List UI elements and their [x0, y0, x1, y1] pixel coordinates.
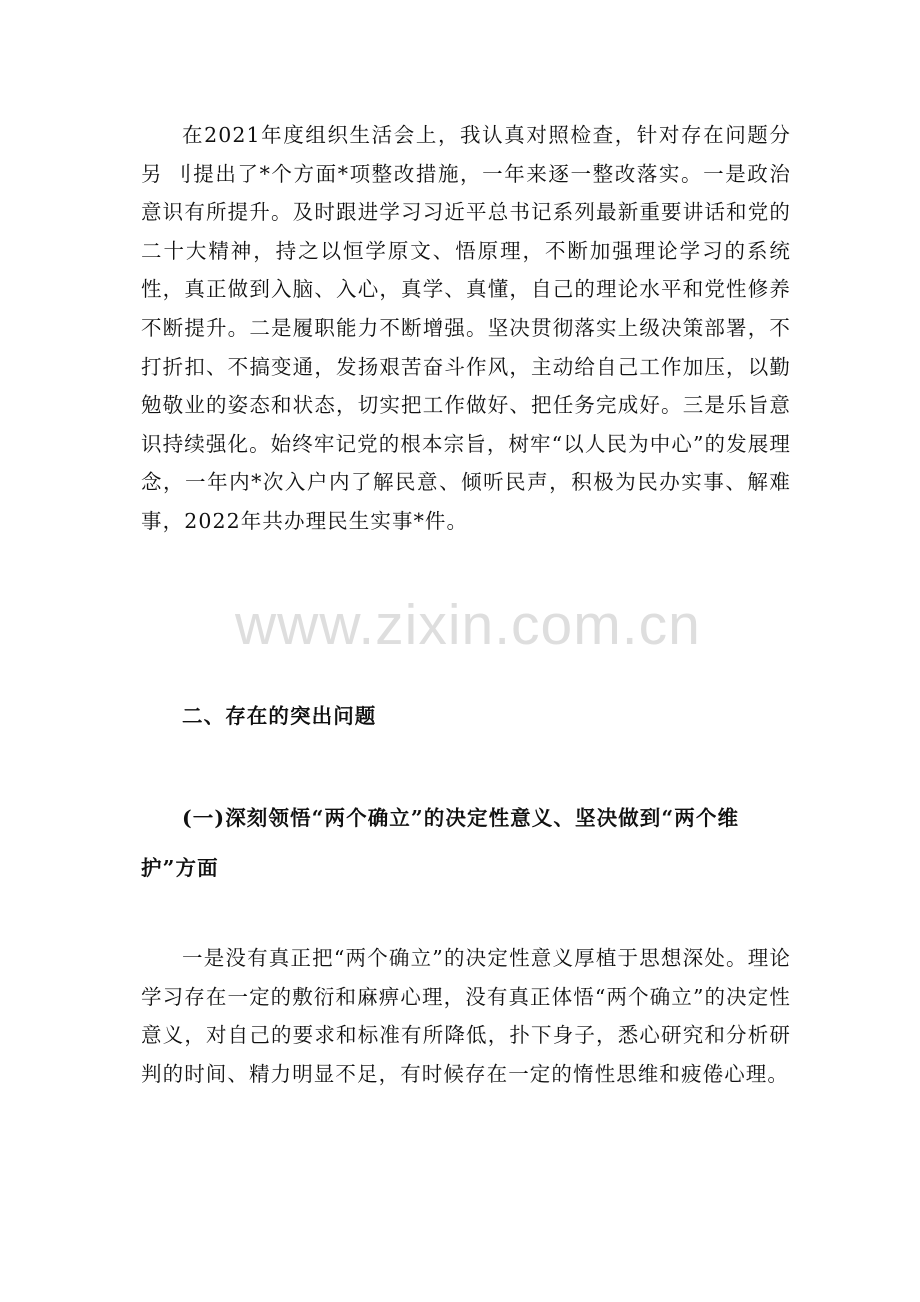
body-paragraph-problem-one: 一是没有真正把“两个确立”的决定性意义厚植于思想深处。理论学习存在一定的敷衍和麻痹心理，没有真正体悟“两个确立”的决定性意义，对自己的要求和标准有所降低，扑下身子，悉心研究和分析研判的时间、精力明显不足，有时候存在一定的惰性思维和疲倦心理。	[141, 946, 791, 1086]
body-paragraph-review: 在2021年度组织生活会上，我认真对照检查，针对存在问题分另 刂提出了*个方面*项整改措施，一年来逐一整改落实。一是政治意识有所提升。及时跟进学习习近平总书记系列最新重要讲话和党的二十大精神，持之以恒学原文、悟原理，不断加强理论学习的系统性，真正做到入脑、入心，真学、真懂，自己的理论水平和党性修养不断提升。二是履职能力不断增强。坚决贯彻落实上级决策部署，不打折扣、不搞变通，发扬艰苦奋斗作风，主动给自己工作加压，以勤勉敬业的姿态和状态，切实把工作做好、把任务完成好。三是乐旨意识持续强化。始终牢记党的根本宗旨，树牢“以人民为中心”的发展理念，一年内*次入户内了解民意、倾听民声，积极为民办实事、解难事，2022年共办理民生实事*件。	[141, 123, 791, 533]
subsection-heading-two-establishments: (一)深刻领悟“两个确立”的决定性意义、坚决做到“两个维护”方面	[141, 806, 740, 880]
watermark: www.zixin.com.cn	[235, 593, 701, 657]
section-heading-problems: 二、存在的突出问题	[182, 704, 377, 728]
